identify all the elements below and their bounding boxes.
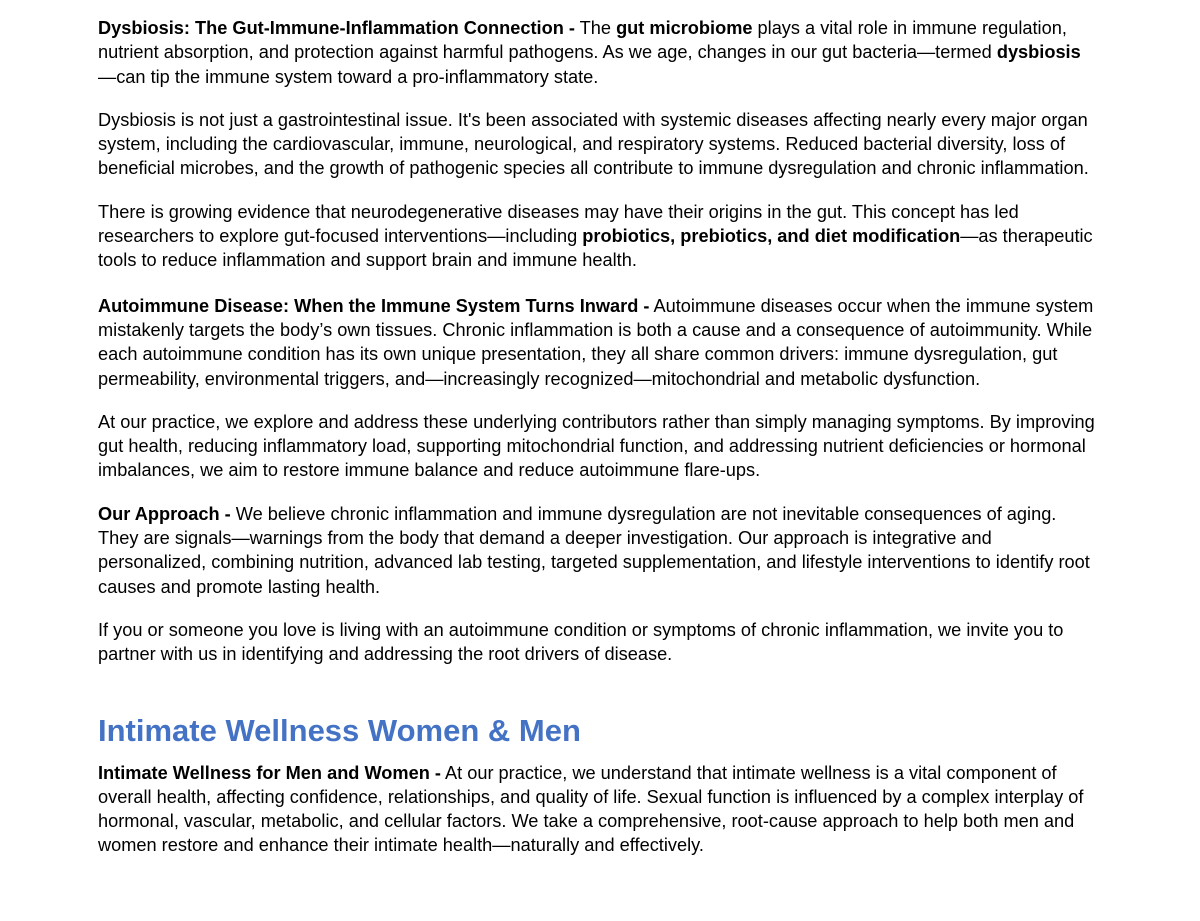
text-run: The <box>574 18 617 38</box>
text-run: —can tip the immune system toward a pro-inflammatory state. <box>98 66 599 87</box>
document-page <box>98 16 1098 858</box>
dysbiosis-paragraph-3 <box>98 200 1098 273</box>
text-run: We believe chronic inflammation and immune dysregulation are not inevitable consequences of aging. They are signals—warnings from the body that demand a deeper investigation. Our approach is integrative and personalized, combining nutrition, advanced lab testing, targeted supplementation, and lifestyle interventions to identify root causes and promote lasting health. <box>98 503 1090 597</box>
intimate-paragraph-1 <box>98 761 1098 858</box>
autoimmune-paragraph-1 <box>98 294 1098 391</box>
dysbiosis-paragraph-2: Dysbiosis is not just a gastrointestinal issue. It's been associated with systemic diseases affecting nearly every major organ system, including the cardiovascular, immune, neurological, and respiratory systems. Reduced bacterial diversity, loss of beneficial microbes, and the growth of pathogenic species all contribute to immune dysregulation and chronic inflammation. <box>98 109 1089 179</box>
dysbiosis-paragraph-1 <box>98 16 1098 89</box>
approach-heading: Our Approach - <box>98 503 231 524</box>
text-run: plays a vital role in immune regulation, nutrient absorption, and protection against harmful pathogens. As we age, changes in our gut bacteria—termed <box>98 18 1067 63</box>
bold-term: probiotics, prebiotics, and diet modification <box>582 226 961 247</box>
text-run: There is growing evidence that neurodegenerative diseases may have their origins in the gut. This concept has led researchers to explore gut-focused interventions—including <box>98 201 1019 247</box>
dysbiosis-heading: Dysbiosis: The Gut-Immune-Inflammation Connection - <box>98 18 575 38</box>
autoimmune-heading: Autoimmune Disease: When the Immune System Turns Inward - <box>98 295 650 316</box>
approach-paragraph-1 <box>98 502 1098 599</box>
bold-term: gut microbiome <box>616 18 753 38</box>
text-run: —as therapeutic tools to reduce inflammation and support brain and immune health. <box>98 226 1093 271</box>
intimate-heading: Intimate Wellness for Men and Women - <box>98 762 441 783</box>
text-run: Autoimmune diseases occur when the immune system mistakenly targets the body’s own tissues. Chronic inflammation is both a cause and a consequence of autoimmunity. While each autoimmune condition has its own unique presentation, they all share common drivers: immune dysregulation, gut permeability, environmental triggers, and—increasingly recognized—mitochondrial and metabolic dysfunction. <box>98 295 1094 389</box>
intimate-wellness-title: Intimate Wellness Women & Men <box>98 712 581 748</box>
text-run: At our practice, we understand that intimate wellness is a vital component of overall health, affecting confidence, relationships, and quality of life. Sexual function is influenced by a complex interplay of hormonal, vascular, metabolic, and cellular factors. We take a comprehensive, root-cause approach to help both men and women restore and enhance their intimate health—naturally and effectively. <box>98 762 1084 856</box>
bold-term: dysbiosis <box>996 42 1081 63</box>
autoimmune-paragraph-2: At our practice, we explore and address these underlying contributors rather than simply managing symptoms. By improving gut health, reducing inflammatory load, supporting mitochondrial function, and addressing nutrient deficiencies or hormonal imbalances, we aim to restore immune balance and reduce autoimmune flare-ups. <box>98 411 1095 481</box>
approach-paragraph-2: If you or someone you love is living with an autoimmune condition or symptoms of chronic inflammation, we invite you to partner with us in identifying and addressing the root drivers of disease. <box>98 619 1064 665</box>
